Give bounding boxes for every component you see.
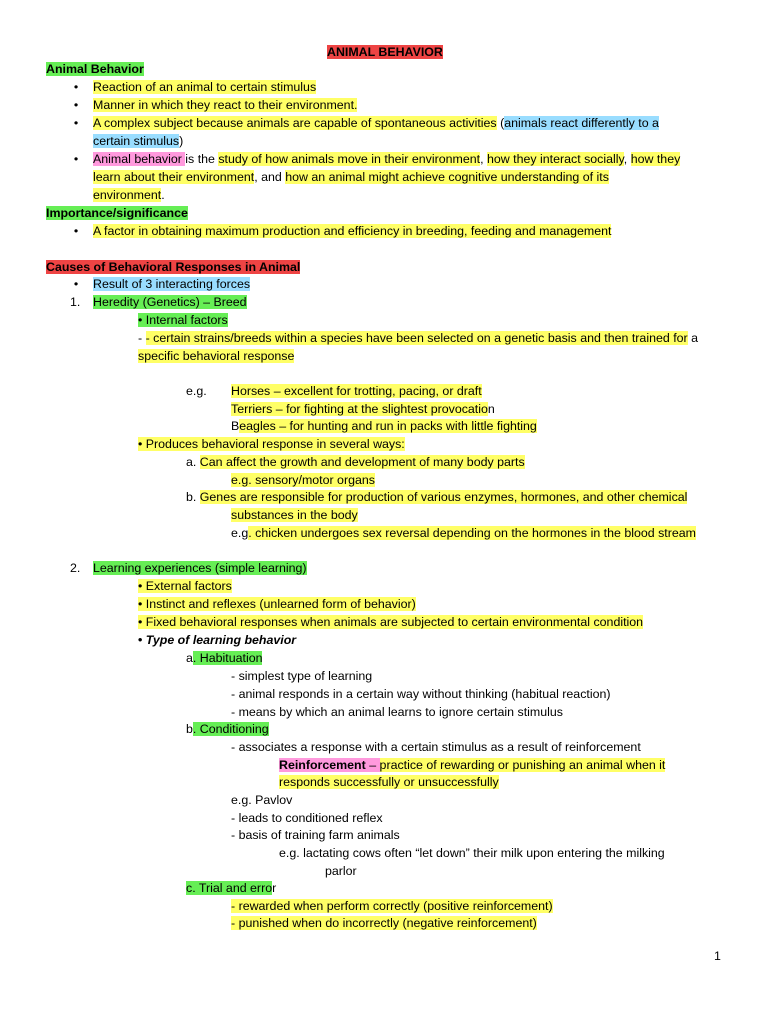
trial-item: - rewarded when perform correctly (positive reinforcement) [231,899,553,913]
bullet: • [73,116,79,130]
external-factors: • External factors [138,579,232,593]
conditioning-item: - leads to conditioned reflex [231,811,383,825]
produces-b-example: e.g. chicken undergoes sex reversal depending on the hormones in the blood stream [231,526,696,540]
fixed-text: • Fixed behavioral responses when animals are subjected to certain environmental condition [138,615,644,629]
example-horses: Horses – excellent for trotting, pacing, or draft [231,384,482,398]
reinforcement-continuation: responds successfully or unsuccessfully [279,775,499,789]
list-item-continuation: certain stimulus) [93,134,184,148]
heading-heredity: Heredity (Genetics) – Breed [93,295,247,309]
page-number: 1 [714,949,721,963]
list-number: 1. [70,295,81,309]
type-heading: • Type of learning behavior [138,633,297,647]
produces-b: b. Genes are responsible for production of various enzymes, hormones, and other chemical [186,490,688,504]
bullet: • [73,277,79,291]
example-label: e.g. [186,384,207,398]
strains-text-continuation: specific behavioral response [138,349,295,363]
instinct-text: • Instinct and reflexes (unlearned form of behavior) [138,597,416,611]
example-terriers: Terriers – for fighting at the slightest provocation [231,402,495,416]
list-number: 2. [70,561,81,575]
produces-a: a. Can affect the growth and development of many body parts [186,455,525,469]
document-title: ANIMAL BEHAVIOR [327,45,443,59]
habituation-heading: a. Habituation [186,651,263,665]
bullet: • [73,224,79,238]
list-item-continuation: environment. [93,188,165,202]
reinforcement-definition: Reinforcement – practice of rewarding or punishing an animal when it [279,758,666,772]
heading-importance: Importance/significance [46,206,188,220]
list-item-continuation: learn about their environment, and how an animal might achieve cognitive understanding of its [93,170,609,184]
bullet: • [73,152,79,166]
produces-b-continuation: substances in the body [231,508,358,522]
internal-factors: • Internal factors [138,313,228,327]
conditioning-item: - associates a response with a certain stimulus as a result of reinforcement [231,740,641,754]
strains-text: - - certain strains/breeds within a species have been selected on a genetic basis and then trained for a [138,331,698,345]
heading-animal-behavior: Animal Behavior [46,62,144,76]
heading-causes: Causes of Behavioral Responses in Animal [46,260,301,274]
list-item: Manner in which they react to their environment. [93,98,358,112]
trial-item: - punished when do incorrectly (negative reinforcement) [231,916,537,930]
habituation-item: - animal responds in a certain way without thinking (habitual reaction) [231,687,611,701]
produces-text: • Produces behavioral response in several ways: [138,437,405,451]
conditioning-example: e.g. Pavlov [231,793,293,807]
conditioning-example: e.g. lactating cows often “let down” their milk upon entering the milking [279,846,665,860]
conditioning-example-continuation: parlor [325,864,357,878]
conditioning-heading: b. Conditioning [186,722,269,736]
bullet: • [73,80,79,94]
habituation-item: - simplest type of learning [231,669,373,683]
list-item: A complex subject because animals are capable of spontaneous activities (animals react differently to a [93,116,659,130]
list-item: A factor in obtaining maximum production and efficiency in breeding, feeding and management [93,224,612,238]
produces-a-example: e.g. sensory/motor organs [231,473,375,487]
list-item: Reaction of an animal to certain stimulus [93,80,317,94]
example-beagles: Beagles – for hunting and run in packs with little fighting [231,419,537,433]
habituation-item: - means by which an animal learns to ignore certain stimulus [231,705,563,719]
heading-learning: Learning experiences (simple learning) [93,561,307,575]
conditioning-item: - basis of training farm animals [231,828,400,842]
list-item: Animal behavior is the study of how animals move in their environment, how they interact socially, how they [93,152,681,166]
bullet: • [73,98,79,112]
trial-heading: c. Trial and error [186,881,277,895]
list-item: Result of 3 interacting forces [93,277,251,291]
